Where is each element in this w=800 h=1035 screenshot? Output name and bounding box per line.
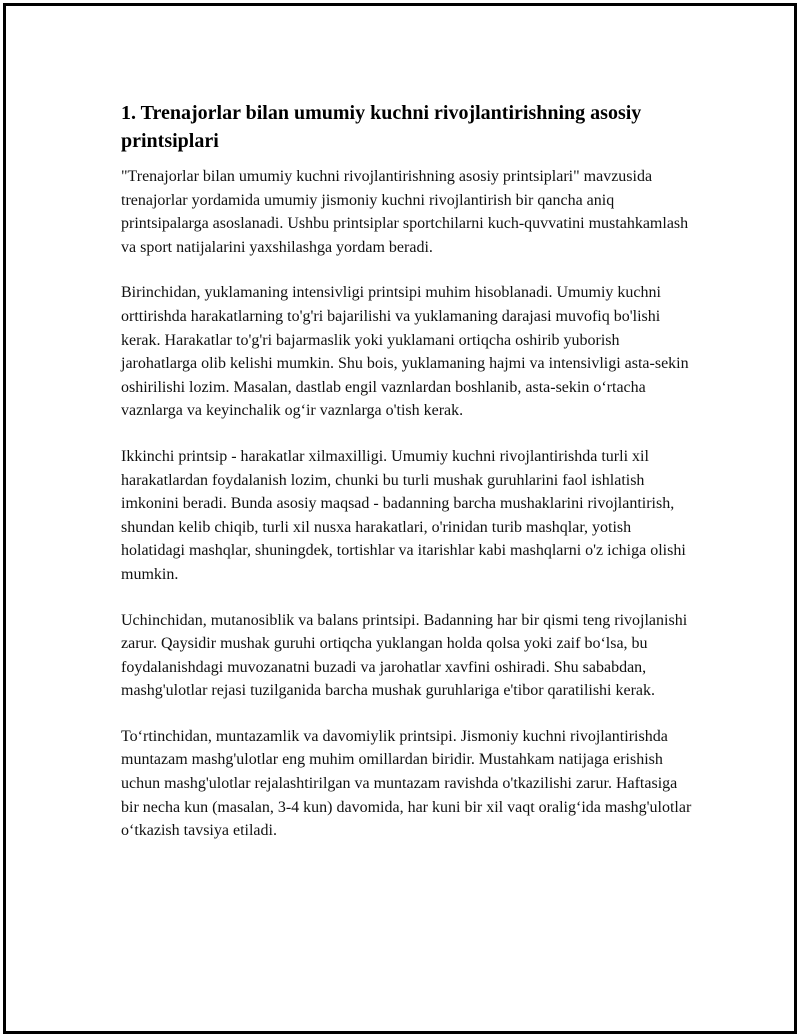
document-body bbox=[121, 99, 696, 865]
paragraph-second-principle: Ikkinchi printsip - harakatlar xilmaxilligi. Umumiy kuchni rivojlantirishda turli xil harakatlardan foydalanish lozim, chunki bu turli mushak guruhlarini faol ishlatish imkonini beradi. Bunda asosiy maqsad - badanning barcha mushaklarini rivojlantirish, shundan kelib chiqib, turli xil nusxa harakatlari, o'rinidan turib mashqlar, yotish holatidagi mashqlar, shuningdek, tortishlar va itarishlar kabi mashqlarni o'z ichiga olishi mumkin. bbox=[121, 447, 686, 583]
paragraph-third-principle: Uchinchidan, mutanosiblik va balans printsipi. Badanning har bir qismi teng rivojlanishi zarur. Qaysidir mushak guruhi ortiqcha yuklangan holda qolsa yoki zaif bo‘lsa, bu foydalanishdagi muvozanatni buzadi va jarohatlar xavfini oshiradi. Shu sababdan, mashg'ulotlar rejasi tuzilganida barcha mushak guruhlariga e'tibor qaratilishi kerak. bbox=[121, 611, 688, 700]
paragraph-intro: "Trenajorlar bilan umumiy kuchni rivojlantirishning asosiy printsiplari" mavzusida trenajorlar yordamida umumiy jismoniy kuchni rivojlantirish bir qancha aniq printsipalarga asoslanadi. Ushbu printsiplar sportchilarni kuch-quvvatini mustahkamlash va sport natijalarini yaxshilashga yordam beradi. bbox=[121, 168, 689, 256]
page-frame bbox=[3, 3, 797, 1034]
document-title: 1. Trenajorlar bilan umumiy kuchni rivojlantirishning asosiy printsiplari bbox=[121, 102, 642, 152]
paragraph-first-principle: Birinchidan, yuklamaning intensivligi printsipi muhim hisoblanadi. Umumiy kuchni orttirishda harakatlarning to'g'ri bajarilishi va yuklamaning darajasi muvofiq bo'lishi kerak. Harakatlar to'g'ri bajarmaslik yoki yuklamani ortiqcha oshirib yuborish jarohatlarga olib kelishi mumkin. Shu bois, yuklamaning hajmi va intensivligi asta-sekin oshirilishi lozim. Masalan, dastlab engil vaznlardan boshlanib, asta-sekin o‘rtacha vaznlarga va keyinchalik og‘ir vaznlarga o'tish kerak. bbox=[121, 284, 689, 420]
paragraph-fourth-principle: To‘rtinchidan, muntazamlik va davomiylik printsipi. Jismoniy kuchni rivojlantirishda muntazam mashg'ulotlar eng muhim omillardan biridir. Mustahkam natijaga erishish uchun mashg'ulotlar rejalashtirilgan va muntazam ravishda o'tkazilishi zarur. Haftasiga bir necha kun (masalan, 3-4 kun) davomida, har kuni bir xil vaqt oralig‘ida mashg'ulotlar o‘tkazish tavsiya etiladi. bbox=[121, 727, 692, 840]
